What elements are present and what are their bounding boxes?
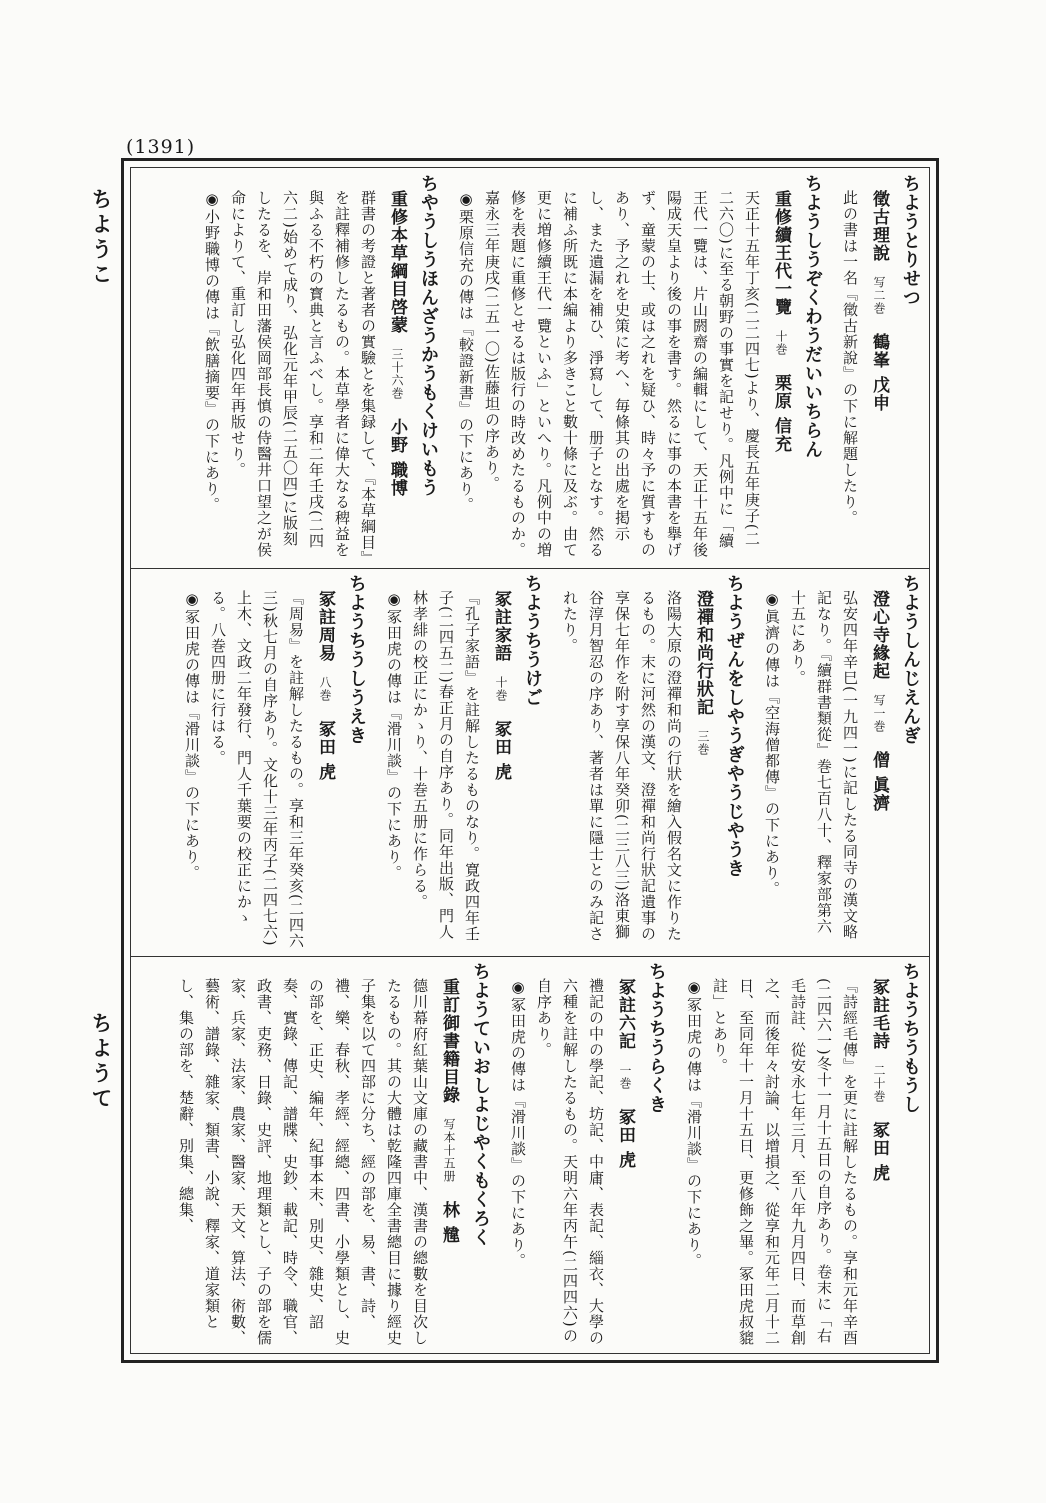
- section-middle: [141, 574, 925, 950]
- entry-description: 『周易』を註解したるもの。享和三年癸亥(二四六三)秋七月の自序あり。文化十三年丙子(二四七六)上木、文政二年發行、門人千葉要の校正にかゝる。八巻四册に行はる。: [209, 590, 305, 949]
- entry-description: 德川幕府紅葉山文庫の藏書中、漢書の總數を目次したるもの。其の大體は乾隆四庫全書總目に據り經史子集を以て四部に分ち、經の部を、易、書、詩、禮、樂、春秋、孝經、經總、四書、小學類とし、史の部を、正史、編年、紀事本末、別史、雜史、詔奏、實錄、傳記、譜牒、史鈔、載記、時令、職官、政書、吏務、日錄、史評、地理類とし、子の部を儒家、兵家、法家、農家、醫家、天文、算法、術數、藝術、譜錄、雜家、類書、小說、釋家、道家類とし、集の部を、楚辭、別集、總集、: [177, 978, 429, 1346]
- side-label-lower: ちようて: [89, 1012, 114, 1112]
- entry-author: 鶴峯 戊申: [869, 333, 889, 412]
- entry-title: 冢註家語: [491, 590, 511, 662]
- entry-title: 冢註六記: [615, 978, 635, 1050]
- dictionary-entry: [837, 174, 925, 562]
- entry-volumes: 十巻: [774, 330, 788, 356]
- dictionary-entry: [505, 962, 671, 1348]
- entry-author: 冢田 虎: [869, 1121, 889, 1182]
- entry-title-line: [863, 962, 895, 1348]
- entry-description: 洛陽大原の澄禪和尚の行狀を繪入假名文に作りたるもの。末に河然の漢文、澄禪和尚行狀記遺事の享保七年作を附す享保八年癸卯(二三八三)洛東獅谷淳月智忍の序あり、著者は單に隱士とのみ記されたり。: [561, 590, 683, 942]
- section-divider-2: [131, 956, 929, 957]
- entry-title: 澄心寺緣起: [869, 590, 889, 680]
- entry-title-line: [309, 574, 341, 950]
- entry-reading: ちようちうらくき: [646, 962, 667, 1114]
- entry-author: 林 韑: [439, 1201, 459, 1244]
- entry-volumes: 三十六巻: [390, 348, 404, 400]
- entry-title: 重修續王代一覽: [771, 190, 791, 316]
- entry-description: 『詩經毛傳』を更に註解したるもの。享和元年辛酉(二四六一)冬十一月十五日の自序あり。卷末に「右毛詩註、從安永七年三月、至八年九月四日、而草創之、而後年々討論、以增損之、從享和元年二月十二日、至同年十一月十五日、更修飾之畢。冢田虎叔貔註」とあり。: [711, 978, 859, 1346]
- entry-note: ◉冢田虎の傳は『滑川談』の下にあり。: [183, 590, 201, 881]
- entry-title: 重修本草綱目啓蒙: [387, 190, 407, 334]
- entry-reading: ちようちうもうし: [900, 962, 921, 1114]
- entry-note: ◉栗原信充の傳は『較證新書』の下にあり。: [457, 190, 475, 513]
- dictionary-entry: [759, 574, 925, 950]
- entry-volumes: 十巻: [494, 676, 508, 702]
- entry-volumes: 写本十五册: [442, 1118, 456, 1183]
- entry-reading: ちやうしうほんざうかうもくけいもう: [418, 174, 439, 497]
- entry-title-line: [381, 174, 413, 562]
- entry-volumes: 一巻: [618, 1064, 632, 1090]
- entry-note: ◉冢田虎の傳は『滑川談』の下にあり。: [685, 978, 703, 1269]
- dictionary-entry: [557, 574, 749, 950]
- entry-volumes: 二十巻: [872, 1064, 886, 1103]
- entry-reading: ちようちうしうえき: [346, 574, 367, 745]
- entry-title: 冢註周易: [315, 590, 335, 662]
- entry-description: 天正十五年丁亥(二二四七)より、慶長五年庚子(二二六〇)に至る朝野の事實を記せり。凡例中に「續王代一覽は、片山閼齋の編輯にして、天正十五年後陽成天皇より後の事を書す。然るに事の本書を擧げず、童蒙の士、或は之れを疑ひ、時々予に質すものあり、予之れを史策に考へ、毎條其の出處を掲示し、また遺漏を補ひ、淨寫して、册子となす。然るに補ふ所既に本編より多きこと數十條に及ぶ。由て更に増修續王代一覽といふ」といへり。凡例中の増修を表題に重修とせるは版行の時改めたるものか。嘉永三年庚戌(二五一〇)佐藤坦の序あり。: [483, 190, 761, 558]
- entry-title: 徵古理說: [869, 190, 889, 262]
- section-lower: [141, 962, 925, 1348]
- dictionary-entry: [199, 174, 443, 562]
- entry-note: ◉冢田虎の傳は『滑川談』の下にあり。: [509, 978, 527, 1269]
- entry-volumes: 写一巻: [872, 694, 886, 733]
- entry-note: ◉小野職博の傳は『飲膳摘要』の下にあり。: [203, 190, 221, 513]
- side-label-upper: ちようこ: [89, 188, 114, 288]
- section-upper: [141, 174, 925, 562]
- dictionary-entry: [453, 174, 827, 562]
- entry-description: 禮記の中の學記、坊記、中庸、表記、緇衣、大學の六種を註解したるもの。天明六年丙午(二四四六)の自序あり。: [535, 978, 605, 1346]
- entry-title-line: [863, 574, 895, 950]
- page-frame: [121, 158, 939, 1363]
- entry-description: 弘安四年辛巳(一九四一)に記したる同寺の漢文略記なり。『續群書類從』巻七百八十、釋家部第六十五にあり。: [789, 590, 859, 940]
- entry-author: 僧 眞濟: [869, 751, 889, 812]
- entry-title: 冢註毛詩: [869, 978, 889, 1050]
- entry-volumes: 八巻: [318, 676, 332, 702]
- entry-volumes: 写二巻: [872, 276, 886, 315]
- entry-title-line: [863, 174, 895, 562]
- entry-reading: ちようしうぞくわうだいいちらん: [802, 174, 823, 459]
- entry-description: 此の書は一名『徵古新說』の下に解題したり。: [841, 190, 859, 526]
- entry-reading: ちようちうけご: [522, 574, 543, 707]
- entry-reading: ちようしんじえんぎ: [900, 574, 921, 745]
- entry-title-line: [765, 174, 797, 562]
- entry-note: ◉眞濟の傳は『空海僧都傳』の下にあり。: [763, 590, 781, 897]
- entry-title-line: [485, 574, 517, 950]
- entry-reading: ちようていおしよじやくもくろく: [470, 962, 491, 1247]
- dictionary-entry: [173, 962, 495, 1348]
- entry-title-line: [609, 962, 641, 1348]
- dictionary-entry: [681, 962, 925, 1348]
- entry-description: 群書の考證と著者の實驗とを集録して、『本草綱目』を註釋補修したるもの。本草學者に偉大なる稗益を與ふる不朽の寳典と言ふべし。享和二年壬戌(二四六二)始めて成り、弘化元年甲辰(二五〇四)に版刻したるを、岸和田藩侯岡部長慎の侍醫井口望之が侯命によりて、重訂し弘化四年再版せり。: [229, 190, 377, 559]
- dictionary-entry: [179, 574, 371, 950]
- entry-title: 澄禪和尚行狀記: [693, 590, 713, 716]
- entry-volumes: 三巻: [696, 730, 710, 756]
- entry-title-line: [687, 574, 719, 950]
- entry-reading: ちようぜんをしやうぎやうじやうき: [724, 574, 745, 878]
- page-number: (1391): [126, 136, 196, 158]
- section-divider-1: [131, 568, 929, 569]
- entry-description: 『孔子家語』を註解したるものなり。寛政四年壬子(二四五二)春正月の自序あり。同年出版、門人林孝緋の校正にかゝり、十巻五册に作らる。: [411, 590, 481, 942]
- entry-author: 小野 職博: [387, 418, 407, 497]
- entry-title: 重訂御書籍目錄: [439, 978, 459, 1104]
- entry-reading: ちようとりせつ: [900, 174, 921, 307]
- entry-author: 栗原 信充: [771, 374, 791, 453]
- entry-note: ◉冢田虎の傳は『滑川談』の下にあり。: [385, 590, 403, 881]
- entry-author: 冢田 虎: [315, 720, 335, 781]
- entry-author: 冢田 虎: [491, 720, 511, 781]
- inner-frame: [130, 167, 930, 1354]
- dictionary-entry: [381, 574, 547, 950]
- entry-title-line: [433, 962, 465, 1348]
- entry-author: 冢田 虎: [615, 1108, 635, 1169]
